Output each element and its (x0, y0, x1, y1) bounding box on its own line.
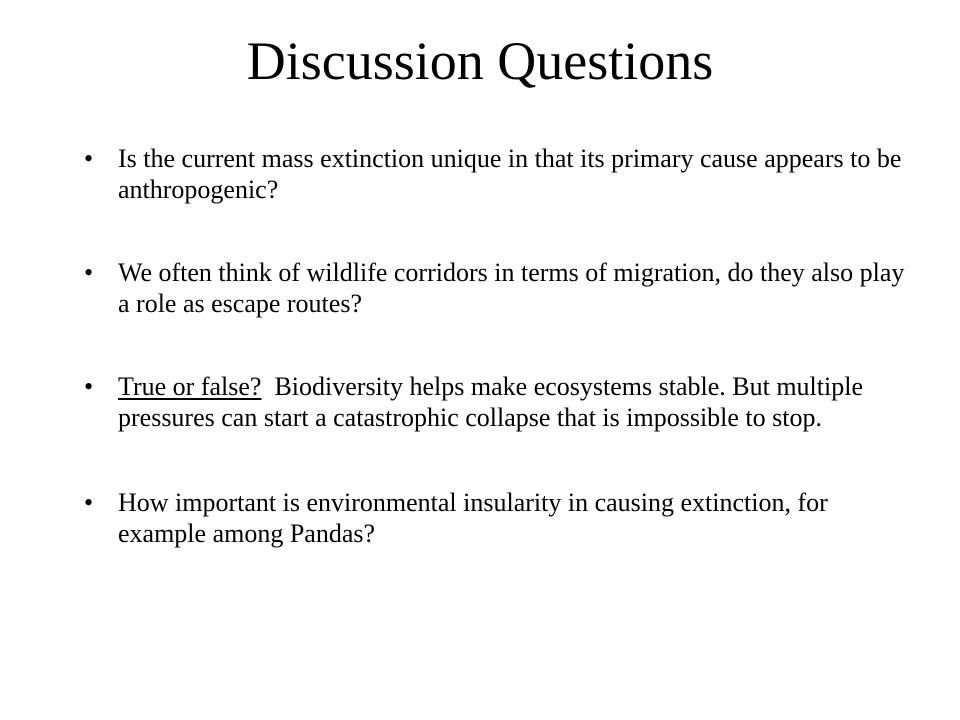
bullet-text: How important is environmental insularity in causing extinction, for example among Pandas? (118, 488, 828, 548)
slide-title: Discussion Questions (246, 31, 714, 91)
bullet-item-2 (80, 257, 910, 319)
bullet-text: We often think of wildlife corridors in terms of migration, do they also play a role as escape routes? (118, 258, 905, 318)
bullet-icon: • (84, 372, 94, 401)
bullet-item-1 (80, 143, 910, 205)
bullet-list (80, 143, 910, 601)
bullet-icon: • (84, 144, 94, 173)
bullet-icon: • (84, 488, 94, 517)
bullet-text: Is the current mass extinction unique in that its primary cause appears to be anthropogenic? (118, 144, 902, 204)
bullet-item-4 (80, 487, 910, 549)
bullet-icon: • (84, 258, 94, 287)
bullet-lead-underlined: True or false? (118, 372, 262, 401)
bullet-item-3 (80, 371, 910, 433)
bullet-text: Biodiversity helps make ecosystems stable. But multiple pressures can start a catastrophic collapse that is impossible to stop. (118, 372, 870, 432)
